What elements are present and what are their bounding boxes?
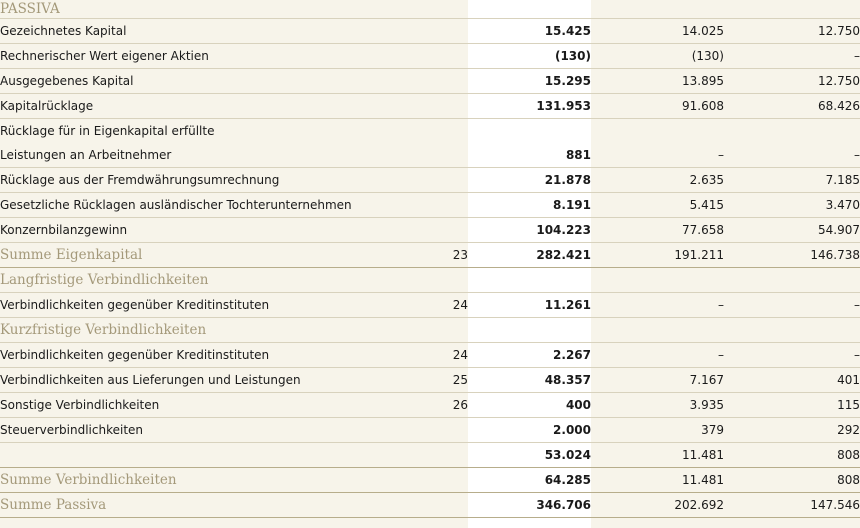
row-value-prior: 3.935 bbox=[591, 393, 724, 418]
row-value-prior: 2.635 bbox=[591, 168, 724, 193]
row-note bbox=[408, 69, 468, 94]
row-value-prior-2: 54.907 bbox=[724, 218, 860, 243]
row-value-prior-2: – bbox=[724, 293, 860, 318]
row-note bbox=[408, 418, 468, 443]
row-note: 24 bbox=[408, 343, 468, 368]
row-value-prior: 14.025 bbox=[591, 19, 724, 44]
row-value-prior: 202.692 bbox=[591, 493, 724, 518]
row-note: 25 bbox=[408, 368, 468, 393]
row-label: Gezeichnetes Kapital bbox=[0, 19, 408, 44]
row-value-prior: 11.481 bbox=[682, 448, 724, 462]
row-value-current: 282.421 bbox=[468, 243, 591, 268]
row-note: 24 bbox=[408, 293, 468, 318]
row-label: Ausgegebenes Kapital bbox=[0, 69, 408, 94]
row-note bbox=[408, 318, 468, 343]
table-row bbox=[0, 168, 860, 193]
row-value-prior: – bbox=[591, 293, 724, 318]
row-note bbox=[408, 268, 468, 293]
row-label: Summe Eigenkapital bbox=[0, 243, 408, 268]
row-label: Steuerverbindlichkeiten bbox=[0, 418, 408, 443]
row-label: Langfristige Verbindlichkeiten bbox=[0, 268, 408, 293]
row-note bbox=[408, 468, 468, 493]
row-note bbox=[408, 119, 468, 144]
row-label: Sonstige Verbindlichkeiten bbox=[0, 393, 408, 418]
row-value-prior bbox=[591, 268, 724, 293]
subtotal-row bbox=[0, 443, 860, 468]
row-label: Rechnerischer Wert eigener Aktien bbox=[0, 44, 408, 69]
table-row bbox=[0, 94, 860, 119]
row-value-prior-2: 401 bbox=[724, 368, 860, 393]
row-value-prior: 13.895 bbox=[591, 69, 724, 94]
row-label: Verbindlichkeiten gegenüber Kreditinstituten bbox=[0, 293, 408, 318]
row-label: Rücklage für in Eigenkapital erfüllte bbox=[0, 124, 215, 138]
row-note: 23 bbox=[408, 243, 468, 268]
subsection-header-row bbox=[0, 268, 860, 293]
row-label: Konzernbilanzgewinn bbox=[0, 218, 408, 243]
total-row-eigenkapital bbox=[0, 243, 860, 268]
row-note bbox=[408, 19, 468, 44]
row-value-current: 11.261 bbox=[468, 293, 591, 318]
row-value-prior-2: 147.546 bbox=[724, 493, 860, 518]
row-value-current: 64.285 bbox=[468, 468, 591, 493]
row-value-prior-2: 68.426 bbox=[724, 94, 860, 119]
row-value-prior: (130) bbox=[591, 44, 724, 69]
row-label: Summe Passiva bbox=[0, 493, 408, 518]
row-value-prior-2 bbox=[724, 318, 860, 343]
row-value-current bbox=[468, 318, 591, 343]
section-header-row bbox=[0, 0, 860, 19]
row-value-prior-2: 12.750 bbox=[724, 19, 860, 44]
row-note bbox=[408, 44, 468, 69]
row-value-prior bbox=[591, 119, 724, 144]
row-value-prior-2: 146.738 bbox=[724, 243, 860, 268]
row-value-current: 131.953 bbox=[468, 94, 591, 119]
total-row-passiva bbox=[0, 493, 860, 518]
table-row bbox=[0, 393, 860, 418]
row-label bbox=[0, 443, 408, 468]
row-value-prior: – bbox=[591, 143, 724, 168]
row-value-prior: 11.481 bbox=[591, 468, 724, 493]
row-value-current bbox=[468, 268, 591, 293]
row-value-prior-2 bbox=[724, 119, 860, 144]
row-note bbox=[408, 493, 468, 518]
total-row-verbindlichkeiten bbox=[0, 468, 860, 493]
row-value-prior-2: 808 bbox=[837, 448, 860, 462]
row-value-current: 881 bbox=[468, 143, 591, 168]
subsection-header-row bbox=[0, 318, 860, 343]
row-label: Summe Verbindlichkeiten bbox=[0, 468, 408, 493]
table-row bbox=[0, 69, 860, 94]
row-value-prior: 191.211 bbox=[591, 243, 724, 268]
row-note bbox=[408, 443, 468, 468]
row-value-current: 15.425 bbox=[468, 19, 591, 44]
row-value-current: 53.024 bbox=[544, 448, 591, 462]
row-note bbox=[408, 168, 468, 193]
row-label: Gesetzliche Rücklagen ausländischer Tochterunternehmen bbox=[0, 193, 408, 218]
row-value-prior-2 bbox=[724, 268, 860, 293]
row-label: Verbindlichkeiten aus Lieferungen und Leistungen bbox=[0, 368, 408, 393]
row-note: 26 bbox=[408, 393, 468, 418]
row-note bbox=[408, 193, 468, 218]
row-label: Kurzfristige Verbindlichkeiten bbox=[0, 318, 408, 343]
row-value-current: 21.878 bbox=[468, 168, 591, 193]
row-value-prior-2: 12.750 bbox=[724, 69, 860, 94]
table-row bbox=[0, 293, 860, 318]
row-value-prior-2: – bbox=[724, 44, 860, 69]
row-value-prior: 5.415 bbox=[591, 193, 724, 218]
row-value-current: (130) bbox=[468, 44, 591, 69]
row-value-current: 346.706 bbox=[468, 493, 591, 518]
row-value-prior bbox=[591, 318, 724, 343]
row-value-current: 2.267 bbox=[468, 343, 591, 368]
table-row bbox=[0, 193, 860, 218]
row-value-prior: 77.658 bbox=[591, 218, 724, 243]
row-value-prior-2: 292 bbox=[724, 418, 860, 443]
row-value-prior-2: – bbox=[724, 343, 860, 368]
row-value-prior: 379 bbox=[591, 418, 724, 443]
table-row bbox=[0, 44, 860, 69]
row-note bbox=[408, 218, 468, 243]
row-value-current: 48.357 bbox=[468, 368, 591, 393]
row-label: Leistungen an Arbeitnehmer bbox=[0, 143, 408, 168]
row-value-prior: – bbox=[591, 343, 724, 368]
table-row bbox=[0, 368, 860, 393]
table-row bbox=[0, 343, 860, 368]
row-value-current bbox=[468, 119, 591, 144]
table-row bbox=[0, 119, 860, 144]
row-value-prior-2: 7.185 bbox=[724, 168, 860, 193]
row-value-current: 400 bbox=[468, 393, 591, 418]
row-value-prior-2: – bbox=[724, 143, 860, 168]
row-label: Verbindlichkeiten gegenüber Kreditinstituten bbox=[0, 343, 408, 368]
table-row bbox=[0, 418, 860, 443]
table-row bbox=[0, 143, 860, 168]
section-title: PASSIVA bbox=[0, 0, 408, 19]
row-value-prior: 91.608 bbox=[591, 94, 724, 119]
row-note bbox=[408, 143, 468, 168]
row-label: Rücklage aus der Fremdwährungsumrechnung bbox=[0, 168, 408, 193]
row-value-prior-2: 115 bbox=[724, 393, 860, 418]
row-value-current: 15.295 bbox=[468, 69, 591, 94]
row-value-current: 2.000 bbox=[468, 418, 591, 443]
row-note bbox=[408, 94, 468, 119]
row-value-prior-2: 3.470 bbox=[724, 193, 860, 218]
row-value-prior: 7.167 bbox=[591, 368, 724, 393]
row-value-prior-2: 808 bbox=[724, 468, 860, 493]
table-row bbox=[0, 218, 860, 243]
row-label: Kapitalrücklage bbox=[0, 94, 408, 119]
table-row bbox=[0, 19, 860, 44]
row-value-current: 104.223 bbox=[468, 218, 591, 243]
row-value-current: 8.191 bbox=[468, 193, 591, 218]
